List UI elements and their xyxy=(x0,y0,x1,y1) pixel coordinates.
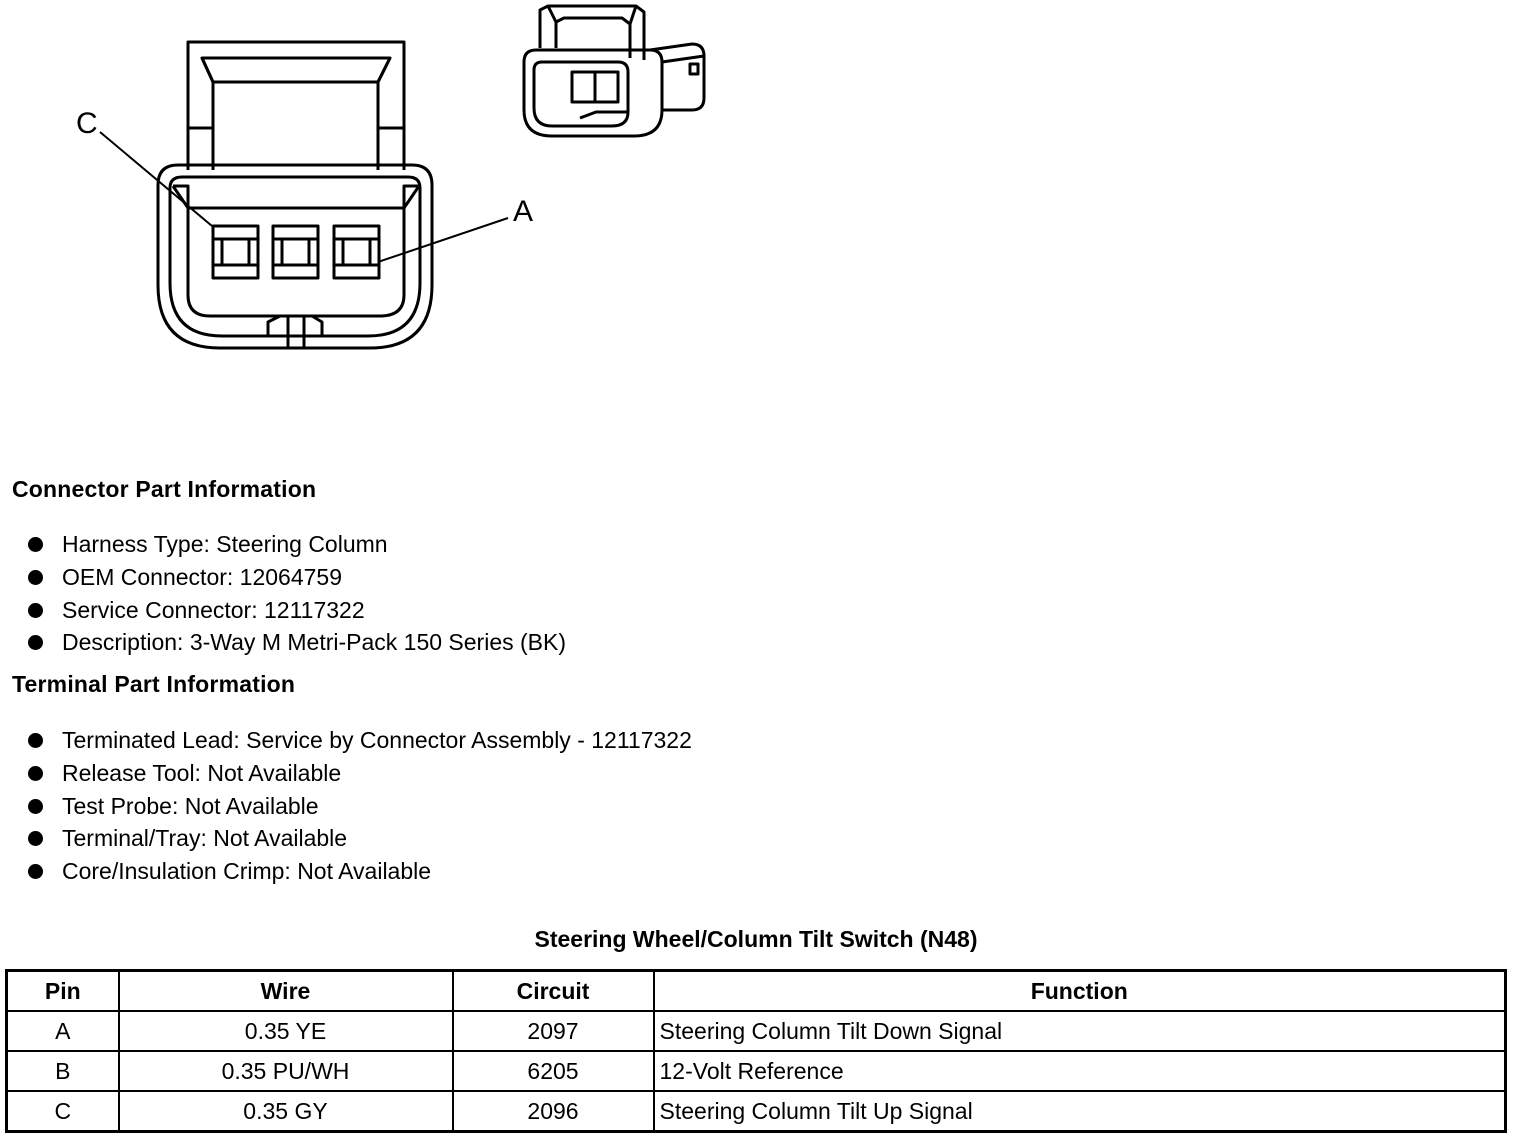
pin-label-a: A xyxy=(513,195,534,228)
list-item-text: Core/Insulation Crimp: Not Available xyxy=(62,858,432,884)
column-header-wire: Wire xyxy=(119,971,453,1012)
pin-label-c: C xyxy=(76,107,98,140)
connector-diagram xyxy=(0,0,760,440)
wire-cell: 0.35 PU/WH xyxy=(119,1051,453,1091)
function-cell: Steering Column Tilt Down Signal xyxy=(654,1011,1506,1051)
bullet-icon xyxy=(28,635,43,650)
circuit-cell: 2096 xyxy=(453,1091,654,1132)
pin-cell: A xyxy=(7,1011,119,1051)
column-header-circuit: Circuit xyxy=(453,971,654,1012)
circuit-cell: 2097 xyxy=(453,1011,654,1051)
terminal-part-list xyxy=(28,724,692,888)
list-item-text: Description: 3-Way M Metri-Pack 150 Series (BK) xyxy=(62,629,567,656)
bullet-icon xyxy=(28,831,43,846)
connector-part-list xyxy=(28,528,566,659)
list-item-text: Release Tool: Not Available xyxy=(62,759,342,786)
bullet-icon xyxy=(28,733,43,748)
list-item-text: Service Connector: 12117322 xyxy=(62,596,365,623)
pin-cell: B xyxy=(7,1051,119,1091)
column-header-pin: Pin xyxy=(7,971,119,1012)
terminal-part-heading: Terminal Part Information xyxy=(12,671,296,697)
list-item xyxy=(28,790,692,823)
terminal-cavity-b xyxy=(273,226,318,278)
circuit-cell: 6205 xyxy=(453,1051,654,1091)
list-item xyxy=(28,724,692,757)
list-item xyxy=(28,855,692,888)
list-item-text: Terminated Lead: Service by Connector Assembly - 12117322 xyxy=(62,727,692,753)
bullet-icon xyxy=(28,799,43,814)
column-header-function: Function xyxy=(654,971,1506,1012)
list-item xyxy=(28,626,566,659)
list-item xyxy=(28,822,692,855)
table-row xyxy=(7,1011,1506,1051)
pin-cell: C xyxy=(7,1091,119,1132)
list-item xyxy=(28,561,566,594)
table-row xyxy=(7,1051,1506,1091)
table-header-row xyxy=(7,971,1506,1012)
wire-cell: 0.35 YE xyxy=(119,1011,453,1051)
list-item xyxy=(28,594,566,627)
connector-face-drawing xyxy=(0,0,760,440)
list-item xyxy=(28,528,566,561)
list-item-text: Test Probe: Not Available xyxy=(62,792,319,819)
connector-part-heading: Connector Part Information xyxy=(12,476,317,502)
function-cell: Steering Column Tilt Up Signal xyxy=(654,1091,1506,1132)
terminal-cavity-a xyxy=(334,226,379,278)
wire-cell: 0.35 GY xyxy=(119,1091,453,1132)
bullet-icon xyxy=(28,864,43,879)
table-row xyxy=(7,1091,1506,1132)
bullet-icon xyxy=(28,603,43,618)
bullet-icon xyxy=(28,570,43,585)
function-cell: 12-Volt Reference xyxy=(654,1051,1506,1091)
pin-table xyxy=(5,969,1507,1133)
terminal-cavity-c xyxy=(213,226,258,278)
list-item xyxy=(28,757,692,790)
list-item-text: OEM Connector: 12064759 xyxy=(62,563,343,590)
bullet-icon xyxy=(28,766,43,781)
list-item-text: Terminal/Tray: Not Available xyxy=(62,825,348,852)
bullet-icon xyxy=(28,537,43,552)
pin-table-title: Steering Wheel/Column Tilt Switch (N48) xyxy=(534,926,978,952)
connector-isometric-view xyxy=(524,6,704,136)
list-item-text: Harness Type: Steering Column xyxy=(62,531,388,557)
